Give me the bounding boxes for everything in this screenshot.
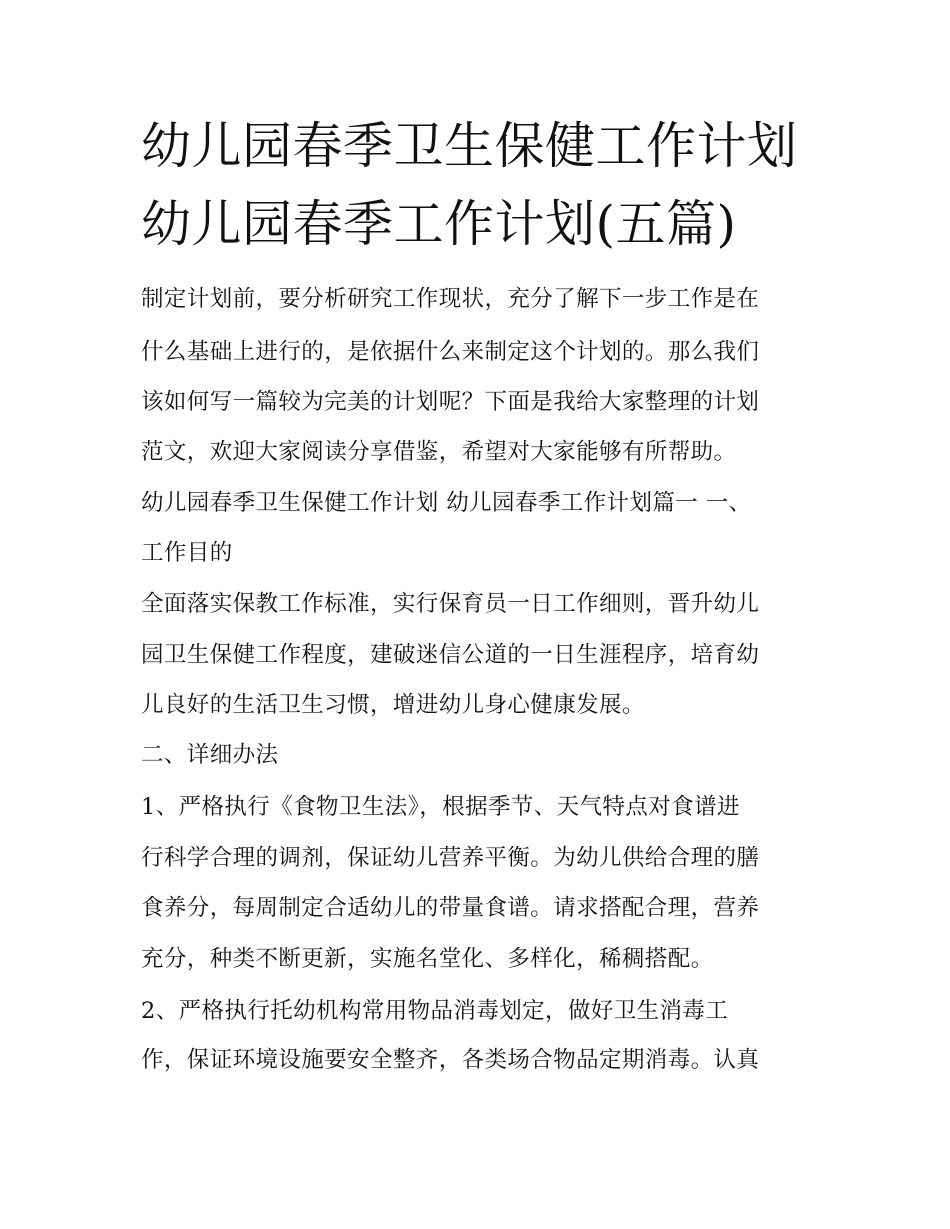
body-line-16: 作，保证环境设施要安全整齐，各类场合物品定期消毒。认真 — [141, 1047, 760, 1073]
body-line-6: 工作目的 — [141, 540, 233, 566]
body-line-14: 充分，种类不断更新，实施名堂化、多样化，稀稠搭配。 — [141, 946, 714, 972]
body-line-8: 园卫生保健工作程度，建破迷信公道的一日生涯程序，培育幼 — [141, 642, 760, 668]
body-line-13: 食养分，每周制定合适幼儿的带量食谱。请求搭配合理，营养 — [141, 895, 760, 921]
body-line-2: 什么基础上进行的，是依据什么来制定这个计划的。那么我们 — [141, 339, 760, 365]
body-line-3: 该如何写一篇较为完美的计划呢？下面是我给大家整理的计划 — [141, 389, 760, 415]
body-line-12: 行科学合理的调剂，保证幼儿营养平衡。为幼儿供给合理的膳 — [141, 845, 760, 871]
document-title-line-2: 幼儿园春季工作计划(五篇) — [141, 195, 737, 253]
body-line-4: 范文，欢迎大家阅读分享借鉴，希望对大家能够有所帮助。 — [141, 439, 737, 465]
body-line-10: 二、详细办法 — [141, 742, 279, 768]
body-line-7: 全面落实保教工作标准，实行保育员一日工作细则，晋升幼儿 — [141, 591, 760, 617]
body-line-5: 幼儿园春季卫生保健工作计划 幼儿园春季工作计划篇一 一、 — [141, 490, 752, 516]
body-line-1: 制定计划前，要分析研究工作现状，充分了解下一步工作是在 — [141, 286, 760, 312]
body-line-11: 1、严格执行《食物卫生法》，根据季节、天气特点对食谱进 — [141, 794, 740, 820]
body-line-9: 儿良好的生活卫生习惯，增进幼儿身心健康发展。 — [141, 692, 645, 718]
document-title-line-1: 幼儿园春季卫生保健工作计划 — [141, 117, 798, 175]
body-line-15: 2、严格执行托幼机构常用物品消毒划定，做好卫生消毒工 — [141, 998, 729, 1024]
